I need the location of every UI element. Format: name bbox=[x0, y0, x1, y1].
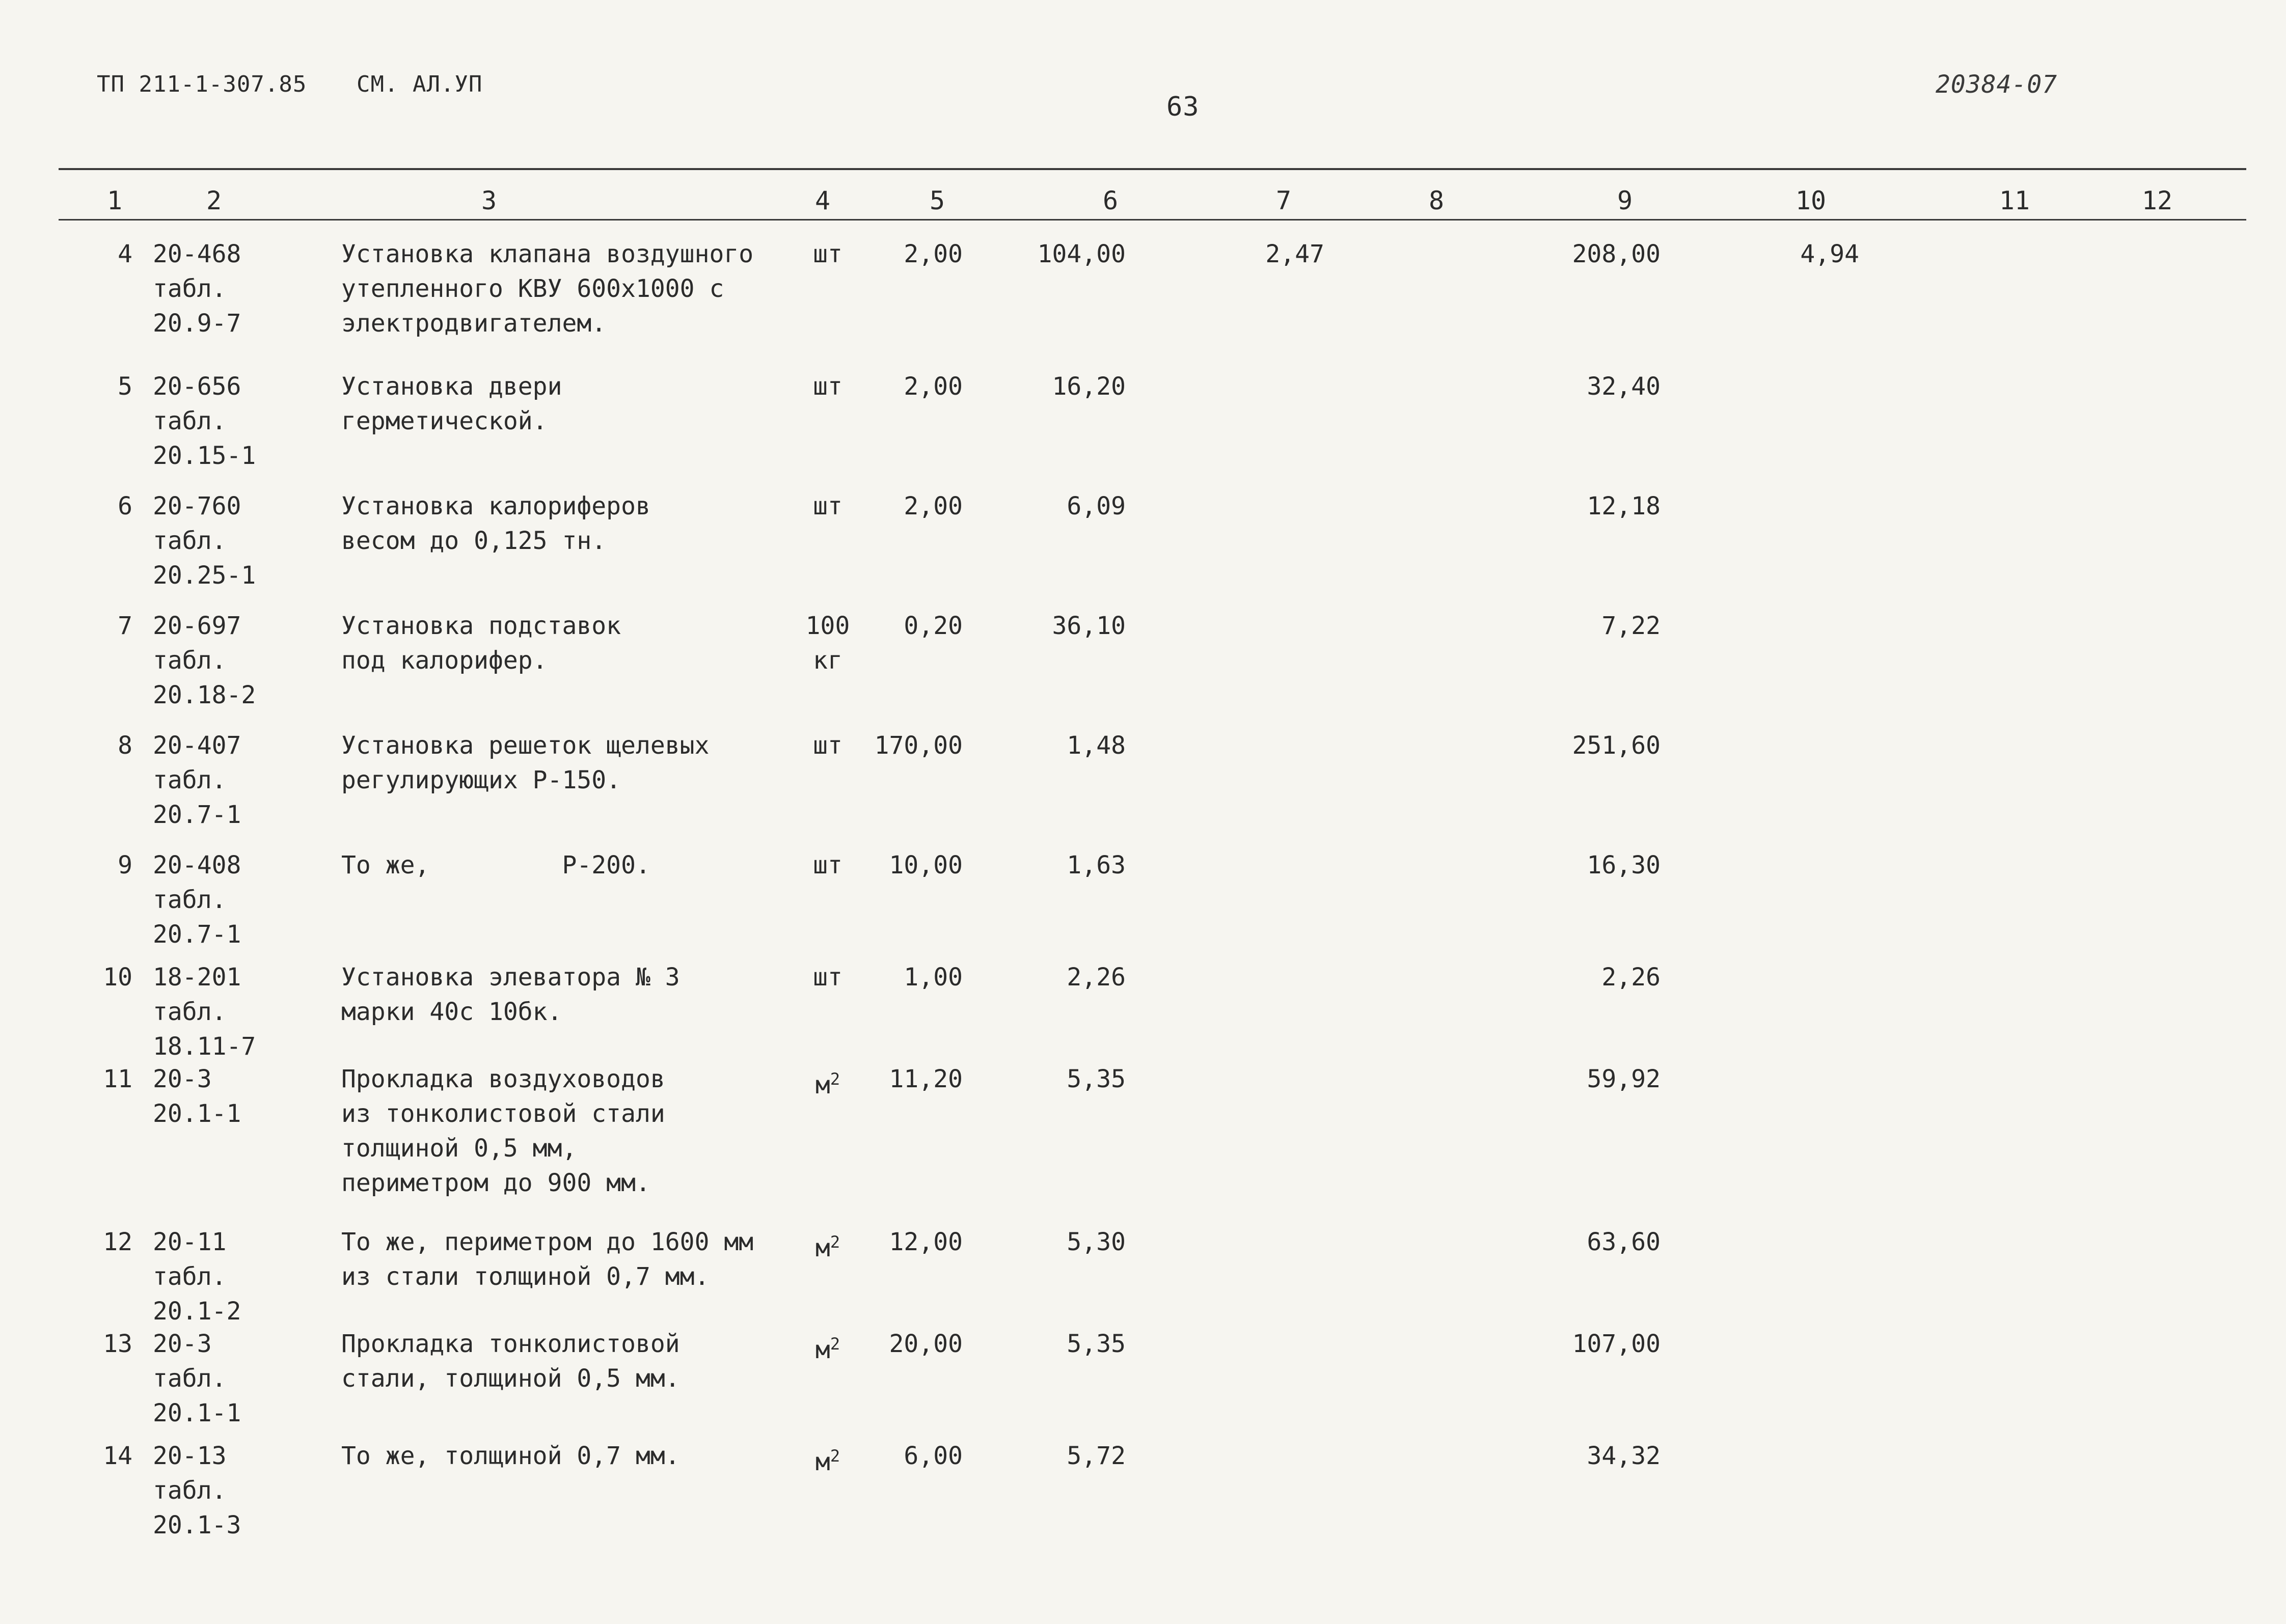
rate-code: 20-760 табл. 20.25-1 bbox=[153, 492, 256, 590]
unit: шт bbox=[813, 731, 842, 760]
work-description: Установка калориферов весом до 0,125 тн. bbox=[341, 492, 650, 555]
column-number: 5 bbox=[929, 186, 945, 215]
unit: $м^2$ bbox=[815, 1334, 840, 1364]
total-cost: 208,00 bbox=[1572, 240, 1661, 268]
unit: $м^2$ bbox=[815, 1446, 840, 1476]
row-number: 8 bbox=[118, 731, 132, 760]
table-top-rule bbox=[59, 168, 2246, 170]
unit: шт bbox=[813, 492, 842, 520]
column-number: 10 bbox=[1795, 186, 1827, 215]
work-description: То же, толщиной 0,7 мм. bbox=[341, 1442, 680, 1470]
unit-exponent: 2 bbox=[830, 1069, 840, 1089]
unit-price: 1,63 bbox=[1067, 851, 1126, 879]
column-number: 11 bbox=[1999, 186, 2030, 215]
total-cost: 32,40 bbox=[1587, 372, 1661, 401]
row-number: 4 bbox=[118, 240, 132, 268]
unit: шт bbox=[813, 851, 842, 879]
unit-price: 5,35 bbox=[1067, 1330, 1126, 1358]
unit-price: 1,48 bbox=[1067, 731, 1126, 760]
column-number: 4 bbox=[814, 186, 831, 215]
column-number: 12 bbox=[2141, 186, 2173, 215]
row-number: 14 bbox=[103, 1442, 132, 1470]
column-number: 9 bbox=[1617, 186, 1633, 215]
quantity: 20,00 bbox=[889, 1330, 963, 1358]
rate-code: 20-407 табл. 20.7-1 bbox=[153, 731, 241, 829]
column-10-value: 4,94 bbox=[1800, 240, 1859, 268]
column-number: 8 bbox=[1428, 186, 1445, 215]
rate-code: 18-201 табл. 18.11-7 bbox=[153, 963, 256, 1061]
row-number: 11 bbox=[103, 1065, 132, 1093]
unit-exponent: 2 bbox=[830, 1446, 840, 1466]
unit: 100 кг bbox=[805, 612, 850, 675]
column-number: 2 bbox=[206, 186, 222, 215]
quantity: 12,00 bbox=[889, 1228, 963, 1256]
document-number: 20384-07 bbox=[1936, 70, 2058, 99]
unit-exponent: 2 bbox=[830, 1232, 840, 1252]
total-cost: 59,92 bbox=[1587, 1065, 1661, 1093]
work-description: Прокладка воздуховодов из тонколистовой стали толщиной 0,5 мм, периметром до 900 мм. bbox=[341, 1065, 665, 1197]
rate-code: 20-656 табл. 20.15-1 bbox=[153, 372, 256, 470]
total-cost: 12,18 bbox=[1587, 492, 1661, 520]
unit: $м^2$ bbox=[815, 1232, 840, 1262]
row-number: 9 bbox=[118, 851, 132, 879]
unit: шт bbox=[813, 372, 842, 401]
total-cost: 2,26 bbox=[1601, 963, 1661, 992]
quantity: 170,00 bbox=[874, 731, 963, 760]
work-description: То же, периметром до 1600 мм из стали толщиной 0,7 мм. bbox=[341, 1228, 754, 1291]
row-number: 13 bbox=[103, 1330, 132, 1358]
column-number: 1 bbox=[106, 186, 123, 215]
document-code: ТП 211-1-307.85 bbox=[97, 71, 307, 97]
rate-code: 20-468 табл. 20.9-7 bbox=[153, 240, 241, 338]
work-description: Установка клапана воздушного утепленного КВУ 600х1000 с электродвигателем. bbox=[341, 240, 754, 338]
work-description: То же, Р-200. bbox=[341, 851, 650, 879]
unit: $м^2$ bbox=[815, 1069, 840, 1099]
total-cost: 63,60 bbox=[1587, 1228, 1661, 1256]
unit-price: 2,26 bbox=[1067, 963, 1126, 992]
work-description: Установка подставок под калорифер. bbox=[341, 612, 621, 675]
quantity: 11,20 bbox=[889, 1065, 963, 1093]
quantity: 6,00 bbox=[904, 1442, 963, 1470]
work-description: Установка двери герметической. bbox=[341, 372, 562, 435]
rate-code: 20-11 табл. 20.1-2 bbox=[153, 1228, 241, 1326]
column-number: 3 bbox=[481, 186, 497, 215]
column-number: 6 bbox=[1102, 186, 1119, 215]
total-cost: 16,30 bbox=[1587, 851, 1661, 879]
unit: шт bbox=[813, 240, 842, 268]
quantity: 0,20 bbox=[904, 612, 963, 640]
unit-exponent: 2 bbox=[830, 1334, 840, 1354]
quantity: 1,00 bbox=[904, 963, 963, 992]
unit-price: 36,10 bbox=[1052, 612, 1126, 640]
quantity: 2,00 bbox=[904, 372, 963, 401]
unit-price: 6,09 bbox=[1067, 492, 1126, 520]
unit-price: 5,30 bbox=[1067, 1228, 1126, 1256]
unit: шт bbox=[813, 963, 842, 992]
work-description: Установка элеватора № 3 марки 40с 10бк. bbox=[341, 963, 680, 1026]
quantity: 2,00 bbox=[904, 492, 963, 520]
total-cost: 251,60 bbox=[1572, 731, 1661, 760]
work-description: Установка решеток щелевых регулирующих Р-150. bbox=[341, 731, 710, 794]
unit-price: 104,00 bbox=[1037, 240, 1126, 268]
row-number: 7 bbox=[118, 612, 132, 640]
unit-price: 5,35 bbox=[1067, 1065, 1126, 1093]
quantity: 10,00 bbox=[889, 851, 963, 879]
column-number: 7 bbox=[1275, 186, 1292, 215]
quantity: 2,00 bbox=[904, 240, 963, 268]
rate-code: 20-408 табл. 20.7-1 bbox=[153, 851, 241, 949]
column-7-value: 2,47 bbox=[1265, 240, 1324, 268]
rate-code: 20-3 20.1-1 bbox=[153, 1065, 241, 1128]
rate-code: 20-3 табл. 20.1-1 bbox=[153, 1330, 241, 1427]
unit-price: 5,72 bbox=[1067, 1442, 1126, 1470]
work-description: Прокладка тонколистовой стали, толщиной 0,5 мм. bbox=[341, 1330, 680, 1393]
rate-code: 20-697 табл. 20.18-2 bbox=[153, 612, 256, 709]
sheet-reference: СМ. АЛ.УП bbox=[357, 71, 483, 97]
row-number: 6 bbox=[118, 492, 132, 520]
total-cost: 34,32 bbox=[1587, 1442, 1661, 1470]
total-cost: 7,22 bbox=[1601, 612, 1661, 640]
row-number: 10 bbox=[103, 963, 132, 992]
table-header-rule bbox=[59, 219, 2246, 221]
unit-price: 16,20 bbox=[1052, 372, 1126, 401]
row-number: 12 bbox=[103, 1228, 132, 1256]
row-number: 5 bbox=[118, 372, 132, 401]
page-number: 63 bbox=[1166, 92, 1200, 122]
total-cost: 107,00 bbox=[1572, 1330, 1661, 1358]
rate-code: 20-13 табл. 20.1-3 bbox=[153, 1442, 241, 1539]
